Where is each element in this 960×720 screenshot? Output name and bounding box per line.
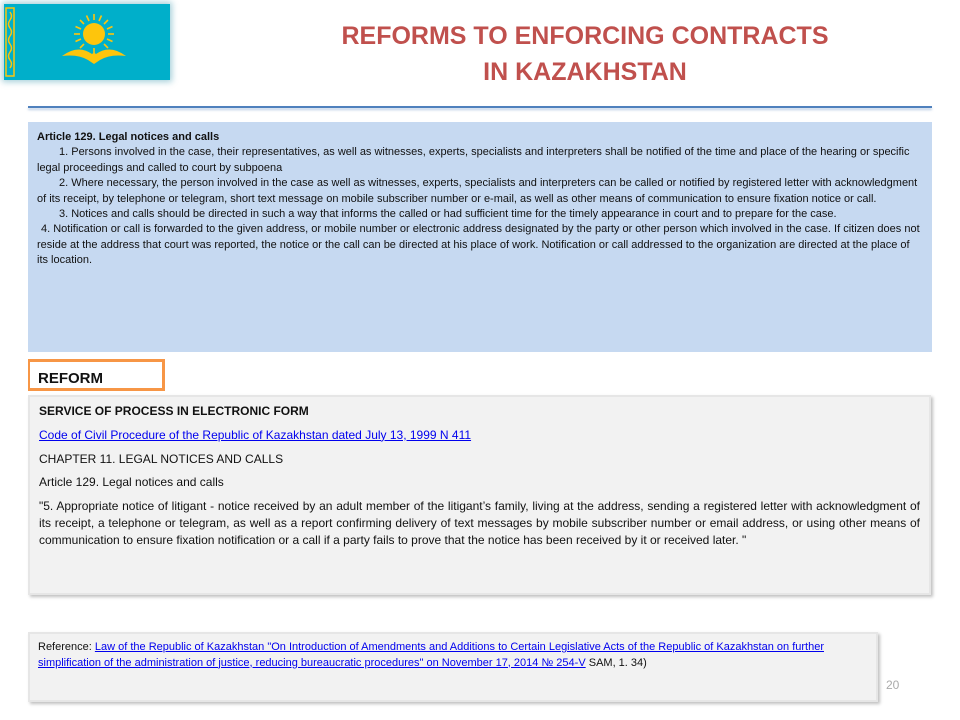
reform-article: Article 129. Legal notices and calls bbox=[39, 475, 224, 490]
reform-box bbox=[28, 395, 931, 595]
reference-box bbox=[28, 632, 878, 702]
title-line-2: IN KAZAKHSTAN bbox=[483, 58, 687, 86]
page-title bbox=[280, 18, 890, 90]
reform-label: REFORM bbox=[28, 359, 165, 391]
reference-law-link[interactable]: Law of the Republic of Kazakhstan "On Introduction of Amendments and Additions to Certain Legislative Acts of the Republic of Kazakhstan on further simplification of the administration of justice, reducing bureaucratic procedures" on November 17, 2014 № 254-V bbox=[38, 641, 824, 669]
reference-prefix: Reference: bbox=[38, 641, 95, 653]
article-paragraph-1: 1. Persons involved in the case, their representatives, as well as witnesses, experts, specialists and interpreters shall be notified of the time and place of the hearing or specific legal proceedings and called to court by subpoena bbox=[37, 146, 910, 174]
flag-emblem bbox=[4, 4, 170, 80]
page-number: 20 bbox=[886, 678, 900, 692]
title-divider bbox=[28, 106, 932, 108]
reform-title: SERVICE OF PROCESS IN ELECTRONIC FORM bbox=[39, 404, 309, 418]
kazakhstan-flag-icon bbox=[4, 4, 170, 80]
article-paragraph-4: 4. Notification or call is forwarded to the given address, or mobile number or electronic address designated by the party or other person which involved in the case. If citizen does not reside at the address that court was reported, the notice or the call can be directed at his place of work. Notification or call addressed to the organization are directed at the place of its location. bbox=[37, 223, 920, 267]
reform-quote: "5. Appropriate notice of litigant - notice received by an adult member of the litigant’s family, living at the address, sending a registered letter with acknowledgment of its receipt, a telephone or telegram, as well as a report confirming delivery of text messages by mobile subscriber number or email address, or using other means of communication to ensure fixation notification or a call if a party fails to prove that the notice has been received by it or received later. " bbox=[39, 499, 920, 547]
title-line-1: REFORMS TO ENFORCING CONTRACTS bbox=[341, 22, 829, 50]
article-heading: Article 129. Legal notices and calls bbox=[37, 131, 220, 143]
article-129-box bbox=[28, 122, 932, 352]
civil-procedure-code-link[interactable]: Code of Civil Procedure of the Republic of Kazakhstan dated July 13, 1999 N 411 bbox=[39, 427, 472, 442]
article-paragraph-2: 2. Where necessary, the person involved in the case as well as witnesses, experts, specialists and interpreters can be called or notified by registered letter with acknowledgment of its receipt, by telephone or telegram, short text message on mobile subscriber number or e-mail, as well as other means of communication to ensure fixation notice or call. bbox=[37, 177, 918, 205]
reform-chapter: CHAPTER 11. LEGAL NOTICES AND CALLS bbox=[39, 451, 284, 466]
reference-suffix: SAM, 1. 34) bbox=[585, 656, 647, 669]
article-paragraph-3: 3. Notices and calls should be directed in such a way that informs the called or had sufficient time for the timely appearance in court and to prepare for the case. bbox=[59, 208, 837, 221]
